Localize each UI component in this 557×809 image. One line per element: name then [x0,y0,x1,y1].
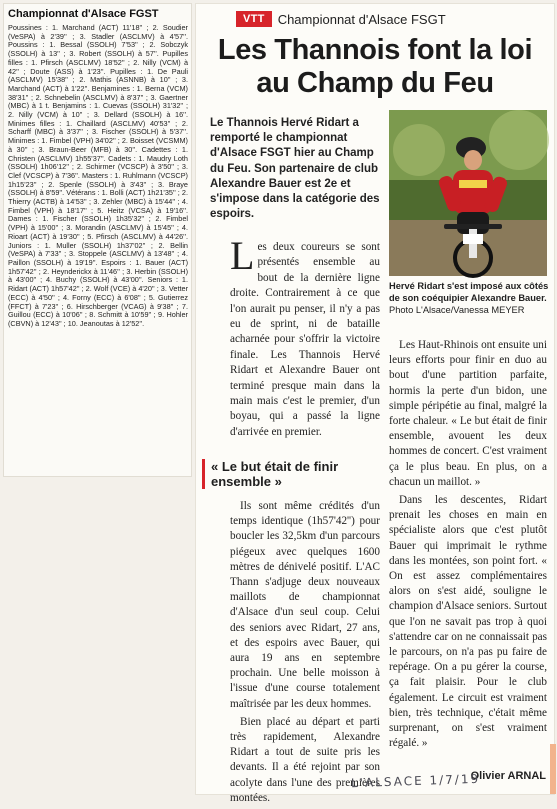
paragraph-5: Dans les descentes, Ridart prenait les choses en main en spécialiste alors que c'est plutôt Bauer qui imprimait le rythme dans les montées, son point fort. « On est assez complémentaires alors on s'est aidé, souligne le champion d'Alsace seniors. Surtout que l'on ne savait pas trop à quoi s'attendre car on ne connaissait pas le parcours, on n'a pas pu faire de repérage. On a pu gérer la course, ça fait plaisir. Pour le club également. Le circuit est vraiment bien, très technique, c'était même surprenant, on s'est vraiment régalé. » [389,494,547,750]
pull-quote-text: « Le but était de finir ensemble » [211,459,339,489]
results-text: Poussines : 1. Marchand (ACT) 11'18'' ; 2. Soudier (VeSPA) à 2'39'' ; 3. Stadler (ASCLMV) à 4'57''. Poussins : 1. Bessal (SSOLH) 7'53'' ; 2. Sobczyk (SSOLH) à 13'' ; 3. Robert (SSOLH) à 57''. Pupilles filles : 1. Pfirsch (ASCLMV) 18'52'' ; 2. Nilly (VCM) à 42'' ; Doute (ASS) à 1'23''. Pupilles : 1. De Pauli (ASCLMV) 15'38'' ; 2. Mathis (ASNNB) à 10'' ; 3. Marchand (ACT) à 1'22''. Benjamines : 1. Berna (VCM) 38'31'' ; 2. Schnebelin (ASCLMV) à 8'37'' ; 3. Gaertner (MBC) à 1 t. Benjamins : 1. Cuevas (SSOLH) 31'32'' ; 2. Nilly (VCM) à 10'' ; 3. Dellard (SSOLH) à 16''. Minimes filles : 1. Chaillard (ASCLMV) 40'53'' ; 2. Scharff (MBC) à 3'37'' ; 3. Fischer (SSOLH) à 5'37''. Minimes : 1. Fimbel (VPH) 34'02'' ; 2. Boisset (VCSMM) à 30'' ; 3. Braun-Beer (MFB) à 30''. Cadettes : 1. Christen (ASCLMV) 1h55'37''. Cadets : 1. Maudry Loth (SSOLH) 1h06'12'' ; 2. Schirmer (VCSCP) à 3'50'' ; 3. Clef (VCSCP) à 7'36''. Masters : 1. Ruhlmann (VCSCP) 1h15'23'' ; 2. Spenle (SSOLH) à 3'43'' ; 3. Braye (SSOLH) à 8'59''. Vétérans : 1. Bolli (ACT) 1h21'35'' ; 2. Thierry (ACTB) à 14'53'' ; 3. Zehler (MBC) à 15'44'' ; 4. Fimbel (VPH) à 18'17'' ; 5. Heitz (VCSA) à 19'16''. Dames : 1. Fischer (SSOLH) 1h35'32'' ; 2. Fimbel (VPH) à 15'00'' ; 3. Morandin (ASCLMV) à 15'45'' ; 4. Rioart (ACT) à 19'30'' ; 5. Pfirsch (ASCLMV) à 44'26''. Juniors : 1. Muller (SSOLH) 1h37'02'' ; 2. Bellin (VeSPA) à 7'33'' ; 3. Stoppele (ASCLMV) à 13'48'' ; 4. Paillon (SSOLH) à 19'19''. Espoirs : 1. Bauer (ACT) 1h57'42'' ; 2. Heynderickx à 11'46'' ; 3. Herbin (SSOLH) à 43'00'' ; 4. Buchy (SSOLH) à 43'00''. Seniors : 1. Ridart (ACT) 1h57'42'' ; 2. Wolf (VCE) à 4'20'' ; 3. Vetter (ECC) à 4'50'' ; 4. Forny (ECC) à 6'08'' ; 5. Gutierrez (FFCT) à 7'23'' ; 6. Hirschberger (VCAG) à 9'38'' ; 7. Guillou (ECC) à 10'06'' ; 8. Schmitt à 10'59'' ; 9. Hohler (CBVN) à 12'43'' ; 10. Jeanoutas à 12'52''. [8,23,188,328]
results-clipping [4,4,191,476]
photo-caption [389,280,549,316]
article-header [236,10,446,28]
headline: Les Thannois font la loi au Champ du Feu [217,34,533,99]
article-column-1 [230,233,380,443]
article-column-1b [230,499,380,809]
page-edge-marker [550,744,556,794]
byline: Olivier ARNAL [470,770,546,782]
kicker: Championnat d'Alsace FSGT [277,11,446,27]
caption-text: Hervé Ridart s'est imposé aux côtés de son coéquipier Alexandre Bauer. [389,281,549,303]
cyclist-photo [389,110,547,276]
paragraph-4: Les Haut-Rhinois ont ensuite uni leurs efforts pour finir en duo au bout d'une partition parfaite, hormis la perte d'un bidon, une simple péripétie au final, malgré la forte chaleur. « Le but était de finir ensemble, avouent les deux hommes de concert. C'est vraiment ça le plus beau. En plus, on a chacun un maillot. » [389,339,547,488]
pull-quote [202,459,379,489]
article-clipping [196,4,554,804]
paragraph-1 [230,233,380,440]
paragraph-3: Bien placé au départ et parti très rapidement, Alexandre Ridart a tout de suite pris les devants. Il a été rejoint par son acolyte dans l'une des premières montées. [230,715,380,804]
rubric-badge: VTT [236,11,272,27]
handwritten-date: L'ALSACE 1/7/19 [350,771,481,791]
cyclist-photo-illustration [389,110,547,276]
paragraph-1-text: es deux coureurs se sont présentés ensemble au bout de la dernière ligne droite. Contrairement à ce que l'on aurait pu penser, il n'y a pas eu de sprint, ni de bataille acharnée pour s'offrir la victoire finale. Les Thannois Hervé Ridart et Alexandre Bauer ont terminé presque main dans la main mais c'est le premier, d'un boyau, qui a passé la ligne d'arrivée en premier. [230,241,380,438]
photo-credit: Photo L'Alsace/Vanessa MEYER [389,305,525,315]
dropcap: L [230,233,255,278]
paragraph-2: Ils sont même crédités d'un temps identique (1h57'42'') pour boucler les 32,5km d'un parcours piégeux avec quelques 1600 mètres de dénivelé positif. L'AC Thann s'adjuge deux nouveaux maillots de championnat d'Alsace d'un seul coup. Celui des seniors avec Ridart, 27 ans, et des espoirs avec Bauer, qui aura 19 ans en septembre prochain. Une belle moisson à l'issue d'une course totalement maîtrisée par les deux hommes. [230,500,380,710]
lede: Le Thannois Hervé Ridart a remporté le championnat d'Alsace FSGT hier au Champ du Feu. Son partenaire de club Alexandre Bauer est 2e et s'impose dans la catégorie des espoirs. [210,117,380,221]
results-title: Championnat d'Alsace FGST [8,8,159,20]
article-column-2 [389,338,547,754]
